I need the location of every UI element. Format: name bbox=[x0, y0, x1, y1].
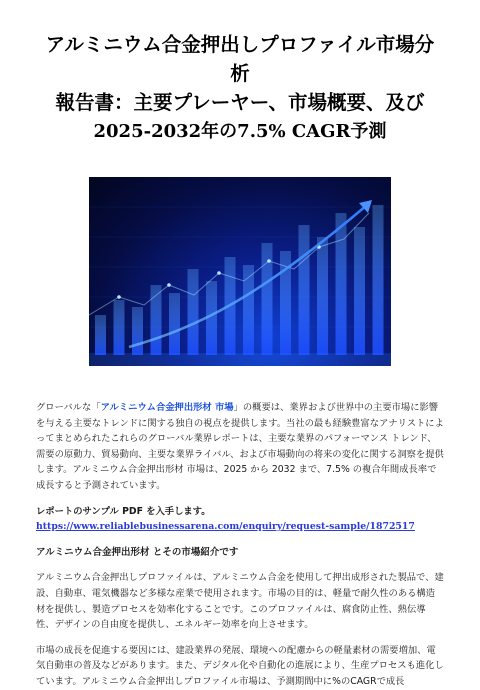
decorative-bar bbox=[299, 225, 310, 355]
paragraph-growth: 市場の成長を促進する要因には、建設業界の発展、環境への配慮からの軽量素材の需要増加、電気自動車の普及などがあります。また、デジタル化や自動化の進展により、生産プロセスも進化しています。アルミニウム合金押出しプロファイル市場は、予測期間中に%のCAGRで成長 bbox=[36, 644, 444, 687]
decorative-bar bbox=[114, 300, 125, 355]
report-title bbox=[36, 30, 444, 146]
decorative-bar bbox=[336, 213, 347, 355]
sample-request: レポートのサンプル PDF を入手します。 https://www.reliablebusinessarena.com/enquiry/request-sample/1872517 bbox=[36, 505, 415, 533]
title-line-1: アルミニウム合金押出しプロファイル市場分析 bbox=[45, 33, 435, 85]
decorative-bar bbox=[188, 269, 199, 355]
decorative-bar bbox=[317, 237, 328, 355]
paragraph-overview: アルミニウム合金押出しプロファイルは、アルミニウム合金を使用して押出成形された製品で、建設、自動車、電気機器など多様な産業で使用されます。市場の目的は、軽量で耐久性のある構造材を提供し、製造プロセスを効率化することです。このプロファイルは、腐食防止性、熱伝導性、デザインの自由度を提供し、エネルギー効率を向上させます。 bbox=[36, 572, 444, 631]
section-heading: アルミニウム合金押出形材 とその市場紹介です bbox=[36, 546, 239, 558]
market-link[interactable]: アルミニウム合金押出形材 市場 bbox=[100, 402, 234, 413]
title-line-3: 2025-2032年の7.5% CAGR予測 bbox=[93, 121, 387, 142]
decorative-bar bbox=[169, 293, 180, 355]
decorative-bar bbox=[132, 307, 143, 355]
hero-image bbox=[89, 177, 391, 366]
title-line-2: 報告書：主要プレーヤー、市場概要、及び bbox=[55, 91, 425, 114]
decorative-bar bbox=[95, 315, 106, 355]
decorative-bar bbox=[262, 243, 273, 355]
decorative-bar bbox=[354, 227, 365, 355]
sample-url-link[interactable]: https://www.reliablebusinessarena.com/enquiry/request-sample/1872517 bbox=[36, 521, 415, 533]
growth-chart-illustration-icon bbox=[89, 177, 391, 366]
decorative-bar bbox=[373, 205, 384, 355]
decorative-bar bbox=[243, 265, 254, 355]
intro-paragraph: グローバルな「アルミニウム合金押出形材 市場」の概要は、業界および世界中の主要市場に影響を与える主要なトレンドに関する独自の視点を提供します。当社の最も経験豊富なアナリストによってまとめられたこれらのグローバル業界レポートは、主要な業界のパフォーマンス トレンド、需要の原動力、貿易動向、主要な業界ライバル、および市場動向の将来の変化に関する洞察を提供します。アルミニウム合金押出形材 市場は、2025 から 2032 まで、7.5% の複合年間成長率で成長すると予測されています。 bbox=[36, 402, 444, 491]
report-body bbox=[36, 400, 444, 690]
